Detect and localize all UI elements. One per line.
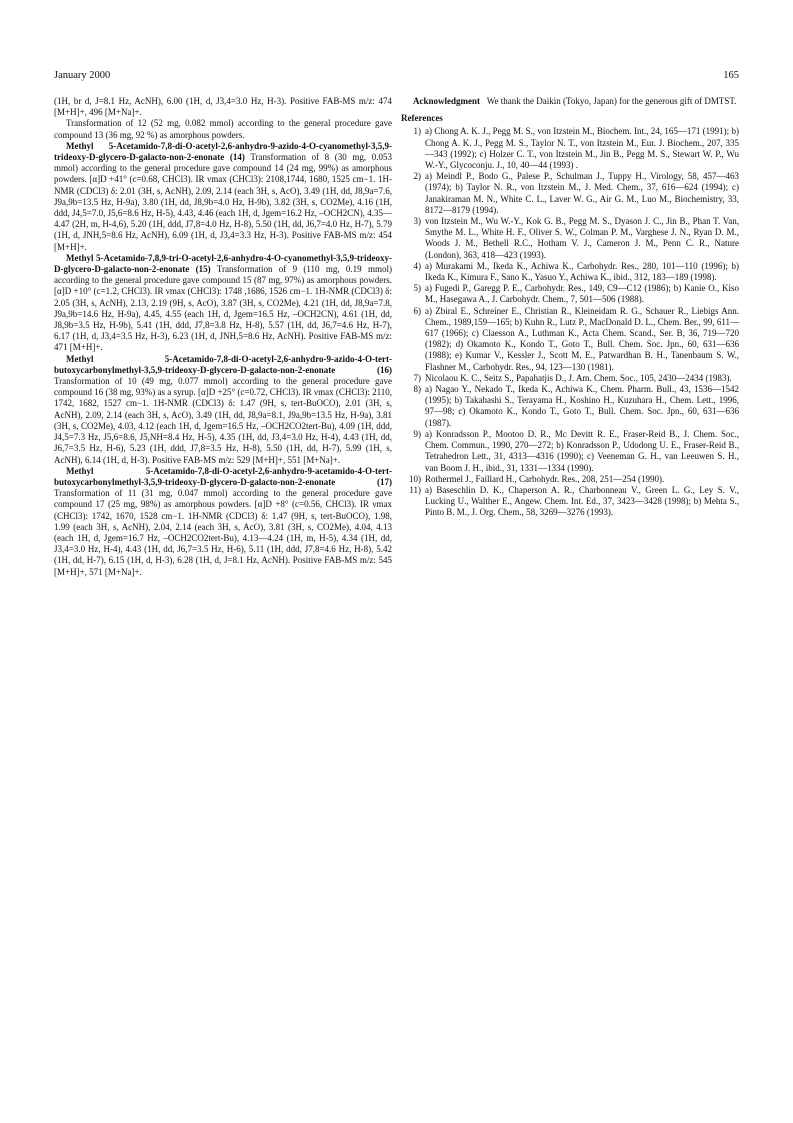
left-column	[54, 96, 392, 578]
reference-item	[401, 216, 739, 261]
reference-number: 10)	[409, 473, 421, 484]
compound-16-entry	[54, 354, 392, 466]
reference-number: 6)	[413, 305, 421, 316]
compound-17-body: Transformation of 11 (31 mg, 0.047 mmol) according to the general procedure gave compound 17 (25 mg, 98%) as amorphous powders. [α]D +8° (c=0.56, CHCl3). IR νmax (CHCl3): 1742, 1670, 1528 cm−1. 1H-NMR (CDCl3) δ: 1.47 (9H, s, tert-BuOCO), 1.98, 1.99 (each 3H, s, AcNH), 2.04, 2.14 (each 3H, s, AcO), 3.81 (3H, s, CO2Me), 4.04, 4.13 (each 1H, d, Jgem=16.7 Hz, –OCH2CO2tert-Bu), 4.13—4.24 (1H, m, H-5), 4.34 (1H, dd, J3,4=3.0 Hz, H-4), 4.43 (1H, dd, J6,7=3.5 Hz, H-6), 5.11 (1H, ddd, J7,8=4.6 Hz, H-8), 5.42 (1H, dd, H-7), 6.15 (1H, d, H-3), 6.28 (1H, d, J=8.1 Hz, AcNH). Positive FAB-MS m/z: 545 [M+H]+, 571 [M+Na]+.	[54, 488, 392, 577]
compound-17-title: Methyl 5-Acetamido-7,8-di-O-acetyl-2,6-anhydro-9-acetamido-4-O-tert-butoxycarbonylmethyl-3,5,9-trideoxy-D-glycero-D-galacto-non-2-enonate (17)	[54, 465, 392, 487]
compound-17-entry	[54, 466, 392, 578]
reference-text: Nicolaou K. C., Seitz S., Papahatjis D., J. Am. Chem. Soc., 105, 2430—2434 (1983).	[425, 372, 732, 383]
reference-text: a) Konradsson P., Mootoo D. R., Mc Devitt R. E., Fraser-Reid B., J. Chem. Soc., Chem. Commun., 1990, 270—272; b) Konradsson P., Udodong U. E., Fraser-Reid B., Tetrahedron Lett., 31, 4313—4316 (1990); c) Veeneman G. H., van Leeuwen S. H., van Boom J. H., ibid., 31, 1331—1334 (1990).	[425, 428, 739, 473]
reference-text: a) Murakami M., Ikeda K., Achiwa K., Carbohydr. Res., 280, 101—110 (1996); b) Ikeda K., Kimura F., Sano K., Yasuo Y., Achiwa K., ibid., 312, 183—189 (1998).	[425, 260, 739, 283]
reference-number: 3)	[413, 216, 421, 227]
compound-14-entry	[54, 141, 392, 253]
reference-text: Rothermel J., Faillard H., Carbohydr. Res., 208, 251—254 (1990).	[425, 473, 665, 484]
page-number: 165	[723, 70, 739, 81]
reference-number: 5)	[413, 283, 421, 294]
compound-16-title: Methyl 5-Acetamido-7,8-di-O-acetyl-2,6-anhydro-9-azido-4-O-tert-butoxycarbonylmethyl-3,5,9-trideoxy-D-glycero-D-galacto-non-2-enonate (16)	[54, 353, 392, 375]
reference-item	[401, 283, 739, 305]
compound-14-title: Methyl 5-Acetamido-7,8-di-O-acetyl-2,6-anhydro-9-azido-4-O-cyanomethyl-3,5,9-trideoxy-D-glycero-D-galacto-non-2-enonate (14)	[54, 140, 392, 163]
acknowledgment-label: Acknowledgment	[413, 96, 480, 106]
header-date: January 2000	[54, 70, 111, 81]
reference-number: 1)	[413, 126, 421, 137]
compound-14-body: Transformation of 8 (30 mg, 0.053 mmol) according to the general procedure gave compound 14 (24 mg, 99%) as amorphous powders. [α]D +41° (c=0.68, CHCl3). IR νmax (CHCl3): 2108,1744, 1680, 1525 cm−1. 1H-NMR (CDCl3) δ: 2.01 (3H, s, AcNH), 2.09, 2.14 (each 3H, s, AcO), 3.49 (1H, dd, J8,9a=7.6, J9a,9b=13.5 Hz, H-9a), 3.80 (1H, dd, J8,9b=4.0 Hz, H-9b), 3.82 (3H, s, CO2Me), 4.16 (1H, ddd, J4,5=7.0, J5,6=8.6 Hz, H-5), 4.43, 4.46 (each 1H, d, Jgem=16.2 Hz, –OCH2CN), 4.35—4.47 (2H, m, H-4,6), 5.20 (1H, ddd, J7,8=4.0 Hz, H-8), 5.50 (1H, dd, J6,7=4.0 Hz, H-7), 5.79 (1H, d, JNH,5=8.6 Hz, AcNH), 6.09 (1H, d, J3,4=3.3 Hz, H-3). Positive FAB-MS m/z: 454 [M+H]+.	[54, 152, 392, 252]
reference-text: von Itzstein M., Wu W.-Y., Kok G. B., Pegg M. S., Dyason J. C., Jin B., Phan T. Van, Smythe M. L., White H. F., Oliver S. W., Colman P. M., Varghese J. N., Ryan D. M., Woods J. M., Bethell R.C., Hotham V. J., Cameron J. M., Penn C. R., Nature (London), 363, 418—423 (1993).	[425, 216, 739, 260]
reference-number: 9)	[413, 428, 421, 439]
reference-item	[401, 306, 739, 373]
reference-text: a) Baseschlin D. K., Chaperson A. R., Charbonneau V., Green L. G., Ley S. V., Lucking U., Walther E., Angew. Chem. Int. Ed., 37, 3423—3428 (1998); b) Mehta S., Pinto B. M., J. Org. Chem., 58, 3269—3276 (1993).	[425, 484, 739, 518]
acknowledgment	[401, 96, 739, 107]
reference-item	[401, 261, 739, 283]
reference-number: 2)	[413, 171, 421, 182]
reference-number: 8)	[413, 384, 421, 395]
reference-number: 11)	[409, 484, 421, 495]
reference-item	[401, 485, 739, 519]
reference-number: 7)	[413, 372, 421, 383]
compound-15-entry	[54, 253, 392, 354]
reference-text: a) Chong A. K. J., Pegg M. S., von Itzstein M., Biochem. Int., 24, 165—171 (1991); b) Chong A. K. J., Pegg M. S., Taylor N. T., von Itzstein M., Eur. J. Biochem., 207, 335—343 (1992); c) Holzer C. T., von Itzstein M., Jin B., Pegg M. S., Stewart W. P., Wu W.-Y., Glycoconju. J., 10, 40—44 (1993) .	[425, 126, 739, 171]
reference-text: a) Nagao Y., Nekado T., Ikeda K., Achiwa K., Chem. Pharm. Bull., 43, 1536—1542 (1995); b) Takahashi S., Terayama H., Koshino H., Kuzuhara H., Chem. Lett., 1996, 97—98; c) Okamoto K., Kondo T., Goto T., Bull. Chem. Soc. Jpn., 60, 631—636 (1987).	[425, 384, 739, 428]
reference-text: a) Zbiral E., Schreiner E., Christian R., Kleineidam R. G., Schauer R., Liebigs Ann. Chem., 1989,159—165; b) Kuhn R., Lutz P., MacDonald D. L., Chem. Ber., 99, 611—617 (1966); c) Claesson A., Luthman K., Acta Chem. Scand., Ser. B, 36, 719—720 (1982); d) Okamoto K., Kondo T., Goto T., Bull. Chem. Soc. Jpn., 60, 631—636 (1988); e) Kumar V., Kessler J., Scott M. E., Patwardhan B. H., Tanenbaum S. W., Flashner M., Carbohydr. Res., 94, 123—130 (1981).	[425, 305, 739, 372]
reference-item	[401, 429, 739, 474]
reference-item	[401, 373, 739, 384]
reference-text: a) Meindl P., Bodo G., Palese P., Schulman J., Tuppy H., Virology, 58, 457—463 (1974); b) Taylor N. R., von Itzstein M., J. Med. Chem., 37, 616—624 (1994); c) Janakiraman M. N., White C. L., Laver W. G., Air G. M., Luo M., Biochemistry, 33, 8172—8179 (1994).	[425, 171, 739, 215]
right-column	[401, 96, 739, 519]
reference-item	[401, 474, 739, 485]
acknowledgment-text: We thank the Daikin (Tokyo, Japan) for the generous gift of DMTST.	[486, 96, 737, 106]
reference-item	[401, 126, 739, 171]
reference-item	[401, 384, 739, 429]
compound-15-body: Transformation of 9 (110 mg, 0.19 mmol) according to the general procedure gave compound 15 (87 mg, 97%) as amorphous powders. [α]D +10° (c=1.2, CHCl3). IR νmax (CHCl3): 1748 ,1686, 1526 cm−1. 1H-NMR (CDCl3) δ: 2.05 (3H, s, AcNH), 2.13, 2.19 (9H, s, AcO), 3.87 (3H, s, CO2Me), 4.21 (1H, dd, J8,9a=7.8, J9a,9b=14.6 Hz, H-9a), 4.45, 4.55 (each 1H, d, Jgem=16.5 Hz, –OCH2CN), 4.61 (1H, dd, J8,9b=3.5 Hz, H-9b), 5.41 (1H, ddd, J7,8=3.8 Hz, H-8), 5.57 (1H, dd, J6,7=4.6 Hz, H-7), 6.17 (1H, d, J3,4=3.5 Hz, H-3), 6.23 (1H, d, JNH,5=8.6 Hz, AcNH). Positive FAB-MS m/z: 471 [M+H]+.	[54, 264, 392, 353]
references-heading: References	[401, 113, 443, 124]
page-header	[54, 70, 739, 84]
compound-16-body: Transformation of 10 (49 mg, 0.077 mmol) according to the general procedure gave compound 16 (38 mg, 93%) as a syrup. [α]D +25° (c=0.72, CHCl3). IR νmax (CHCl3): 2110, 1742, 1682, 1527 cm−1. 1H-NMR (CDCl3) δ: 1.47 (9H, s, tert-BuOCO), 2.01 (3H, s, AcNH), 2.09, 2.14 (each 3H, s, AcO), 3.49 (1H, dd, J8,9a=8.1, J9a,9b=13.5 Hz, H-9a), 3.81 (3H, s, CO2Me), 4.03, 4.12 (each 1H, d, Jgem=16.5 Hz, –OCH2CO2tert-Bu), 4.09 (1H, ddd, J4,5=7.3 Hz, J5,6=8.6, J5,NH=8.4 Hz, H-5), 4.35 (1H, dd, J3,4=3.0 Hz, H-4), 4.43 (1H, dd, J6,7=3.5 Hz, H-6), 5.23 (1H, ddd, J7,8=3.5 Hz, H-8), 5.50 (1H, dd, H-7), 5.99 (1H, s, AcNH), 6.14 (1H, d, H-3). Positive FAB-MS m/z: 529 [M+H]+, 551 [M+Na]+.	[54, 376, 392, 465]
reference-number: 4)	[413, 260, 421, 271]
reference-text: a) Fugedi P., Garegg P. E., Carbohydr. Res., 149, C9—C12 (1986); b) Kanie O., Kiso M., Hasegawa A., J. Carbohydr. Chem., 7, 501—506 (1988).	[425, 283, 739, 305]
paragraph-transformation-12: Transformation of 12 (52 mg, 0.082 mmol) according to the general procedure gave compound 13 (36 mg, 92 %) as amorphous powders.	[54, 118, 392, 140]
compound-15-title: Methyl 5-Acetamido-7,8,9-tri-O-acetyl-2,6-anhydro-4-O-cyanomethyl-3,5,9-trideoxy-D-glycero-D-galacto-non-2-enonate (15)	[54, 252, 392, 275]
paragraph-continued: (1H, br d, J=8.1 Hz, AcNH), 6.00 (1H, d, J3,4=3.0 Hz, H-3). Positive FAB-MS m/z: 474 [M+H]+, 496 [M+Na]+.	[54, 96, 392, 118]
reference-item	[401, 171, 739, 216]
